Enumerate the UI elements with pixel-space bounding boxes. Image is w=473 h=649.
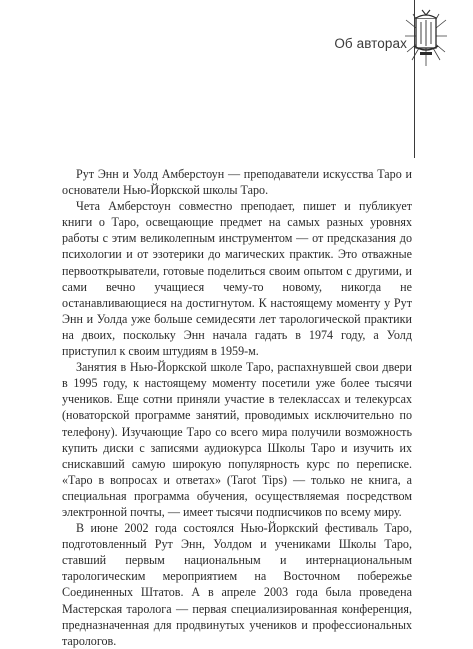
about-authors-body: [62, 166, 412, 649]
running-head-title: Об авторах: [334, 36, 407, 51]
paragraph-festival: В июне 2002 года состоялся Нью-Йоркский фестиваль Таро, подготовленный Рут Энн, Уолдом и учениками Школы Таро, ставший первым национальным и интернациональным тарологическим мероприятием на Восточном побережье Соединенных Штатов. А в апреле 2003 года была проведена Мастерская таролога — первая специализированная конференция, предназначенная для продвинутых учеников и профессиональных тарологов.: [62, 521, 412, 648]
paragraph-intro: Рут Энн и Уолд Амберстоун — преподаватели искусства Таро и основатели Нью-Йоркской школы Таро.: [62, 167, 412, 198]
paragraph-school: Занятия в Нью-Йоркской школе Таро, распахнувшей свои двери в 1995 году, к настоящему моменту посетили уже более тысячи учеников. Еще сотни приняли участие в телеклассах и телекурсах (новаторской программе занятий, проводимых исключительно по телефону). Изучающие Таро со всего мира получили возможность купить диски с записями аудиокурса Школы Таро и изучить их снискавший самую широкую популярность курс по переписке. «Таро в вопросах и ответах» (Tarot Tips) — только не книга, а специальная программа обучения, осуществляемая посредством электронной почты, — имеет тысячи подписчиков по всему миру.: [62, 360, 412, 519]
tarot-cup-emblem-icon: [404, 6, 448, 70]
paragraph-teaching: Чета Амберстоун совместно преподает, пишет и публикует книги о Таро, освещающие предмет на самых разных уровнях работы с этим великолепным инструментом — от предсказания до психологии и от эзотерики до магических практик. Это отважные первооткрыватели, готовые поделиться своим опытом с другими, и сами вечно учащиеся чему-то новому, никогда не останавливающиеся на достигнутом. К настоящему моменту у Рут Энн и Уолда уже больше семидесяти лет тарологической практики на двоих, поскольку Энн начала гадать в 1974 году, а Уолд приступил к своим штудиям в 1959-м.: [62, 199, 412, 359]
